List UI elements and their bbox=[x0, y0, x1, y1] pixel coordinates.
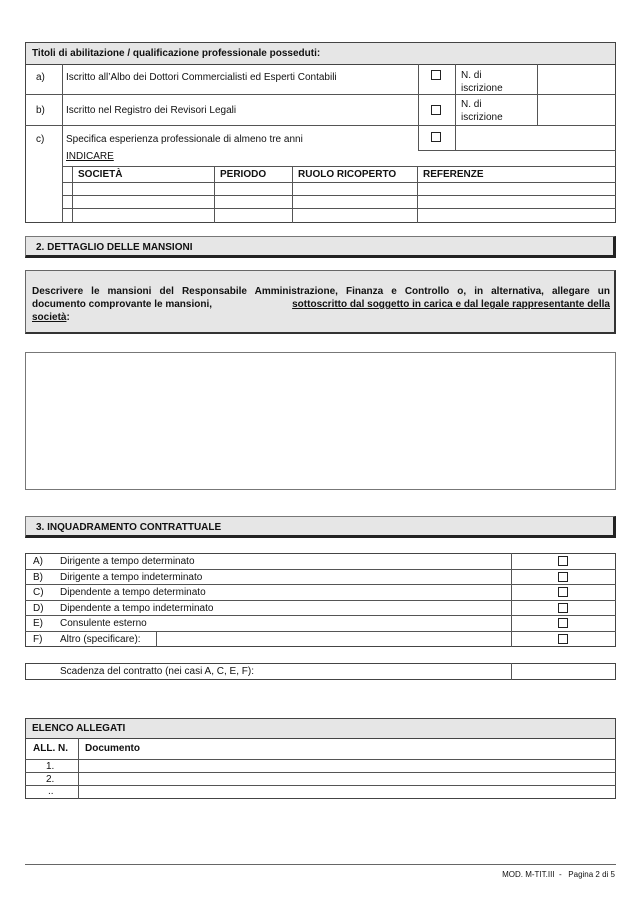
opt-f-letter: F) bbox=[33, 634, 43, 645]
section-3-header bbox=[25, 516, 616, 538]
indicare-label: INDICARE bbox=[66, 151, 114, 162]
instr-line-3 bbox=[32, 312, 70, 323]
instr-line-1: Descrivere le mansioni del Responsabile Amministrazione, Finanza e Controllo o, in alternativa, allegare un bbox=[32, 286, 610, 297]
row-a-text: Iscritto all’Albo dei Dottori Commercialisti ed Esperti Contabili bbox=[66, 72, 337, 83]
opt-e-label: Consulente esterno bbox=[60, 618, 147, 629]
allegati-title: ELENCO ALLEGATI bbox=[32, 723, 126, 734]
checkbox-esperienza[interactable] bbox=[431, 132, 441, 142]
row-a-n-label-1: N. di bbox=[461, 70, 482, 81]
opt-a-letter: A) bbox=[33, 556, 43, 567]
row-c-letter: c) bbox=[36, 134, 45, 145]
opt-c-letter: C) bbox=[33, 587, 44, 598]
allegato-row-1: 1. bbox=[46, 761, 55, 772]
row-b-n-label-2: iscrizione bbox=[461, 112, 503, 123]
instr-line-2a: documento comprovante le mansioni, bbox=[32, 299, 213, 310]
opt-f-label: Altro (specificare): bbox=[60, 634, 141, 645]
instr-line-3a: società bbox=[32, 312, 67, 323]
allegato-doc-2[interactable] bbox=[79, 773, 615, 785]
opt-d-letter: D) bbox=[33, 603, 44, 614]
checkbox-albo[interactable] bbox=[431, 70, 441, 80]
row-a-letter: a) bbox=[36, 72, 45, 83]
col-referenze: REFERENZE bbox=[423, 169, 484, 180]
instr-line-2b: sottoscritto dal soggetto in carica e dal legale rappresentante della bbox=[292, 299, 610, 310]
section-2-title: 2. DETTAGLIO DELLE MANSIONI bbox=[36, 242, 193, 253]
row-a-n-label-2: iscrizione bbox=[461, 83, 503, 94]
row-b-n-label-1: N. di bbox=[461, 99, 482, 110]
opt-c-label: Dipendente a tempo determinato bbox=[60, 587, 206, 598]
section-3-title: 3. INQUADRAMENTO CONTRATTUALE bbox=[36, 522, 222, 533]
allegati-col-doc: Documento bbox=[85, 743, 140, 754]
allegati-header-cell bbox=[25, 718, 616, 739]
col-ruolo: RUOLO RICOPERTO bbox=[298, 169, 397, 180]
checkbox-revisori[interactable] bbox=[431, 105, 441, 115]
scadenza-field[interactable] bbox=[512, 664, 615, 679]
scadenza-label: Scadenza del contratto (nei casi A, C, E, F): bbox=[60, 666, 254, 677]
row-c-text: Specifica esperienza professionale di almeno tre anni bbox=[66, 134, 303, 145]
footer-rule bbox=[25, 864, 616, 865]
allegato-row-2: 2. bbox=[46, 774, 55, 785]
allegati-col-n: ALL. N. bbox=[33, 743, 68, 754]
opt-a-label: Dirigente a tempo determinato bbox=[60, 556, 195, 567]
opt-b-letter: B) bbox=[33, 572, 43, 583]
checkbox-dirigente-indet[interactable] bbox=[558, 572, 568, 582]
instr-line-3b: : bbox=[66, 312, 70, 323]
opt-d-label: Dipendente a tempo indeterminato bbox=[60, 603, 214, 614]
instr-line-2 bbox=[32, 299, 610, 310]
row-a-n-field[interactable] bbox=[538, 65, 615, 94]
checkbox-dipendente-det[interactable] bbox=[558, 587, 568, 597]
altro-specificare-field[interactable] bbox=[157, 632, 510, 646]
allegato-doc-3[interactable] bbox=[79, 786, 615, 798]
section-2-header bbox=[25, 236, 616, 258]
opt-b-label: Dirigente a tempo indeterminato bbox=[60, 572, 203, 583]
mansioni-textarea[interactable] bbox=[25, 352, 616, 490]
mansioni-instructions bbox=[25, 270, 616, 334]
titoli-header-cell bbox=[25, 42, 616, 65]
col-societa: SOCIETÀ bbox=[78, 169, 123, 180]
checkbox-dipendente-indet[interactable] bbox=[558, 603, 568, 613]
row-b-letter: b) bbox=[36, 105, 45, 116]
checkbox-consulente[interactable] bbox=[558, 618, 568, 628]
row-b-n-field[interactable] bbox=[538, 95, 615, 125]
allegato-doc-1[interactable] bbox=[79, 760, 615, 772]
allegato-row-3: .. bbox=[48, 786, 54, 797]
checkbox-altro[interactable] bbox=[558, 634, 568, 644]
footer-page-info: MOD. M-TIT.III - Pagina 2 di 5 bbox=[502, 870, 615, 879]
opt-e-letter: E) bbox=[33, 618, 43, 629]
checkbox-dirigente-det[interactable] bbox=[558, 556, 568, 566]
titoli-header: Titoli di abilitazione / qualificazione professionale posseduti: bbox=[32, 48, 321, 59]
row-b-text: Iscritto nel Registro dei Revisori Legali bbox=[66, 105, 237, 116]
col-periodo: PERIODO bbox=[220, 169, 267, 180]
